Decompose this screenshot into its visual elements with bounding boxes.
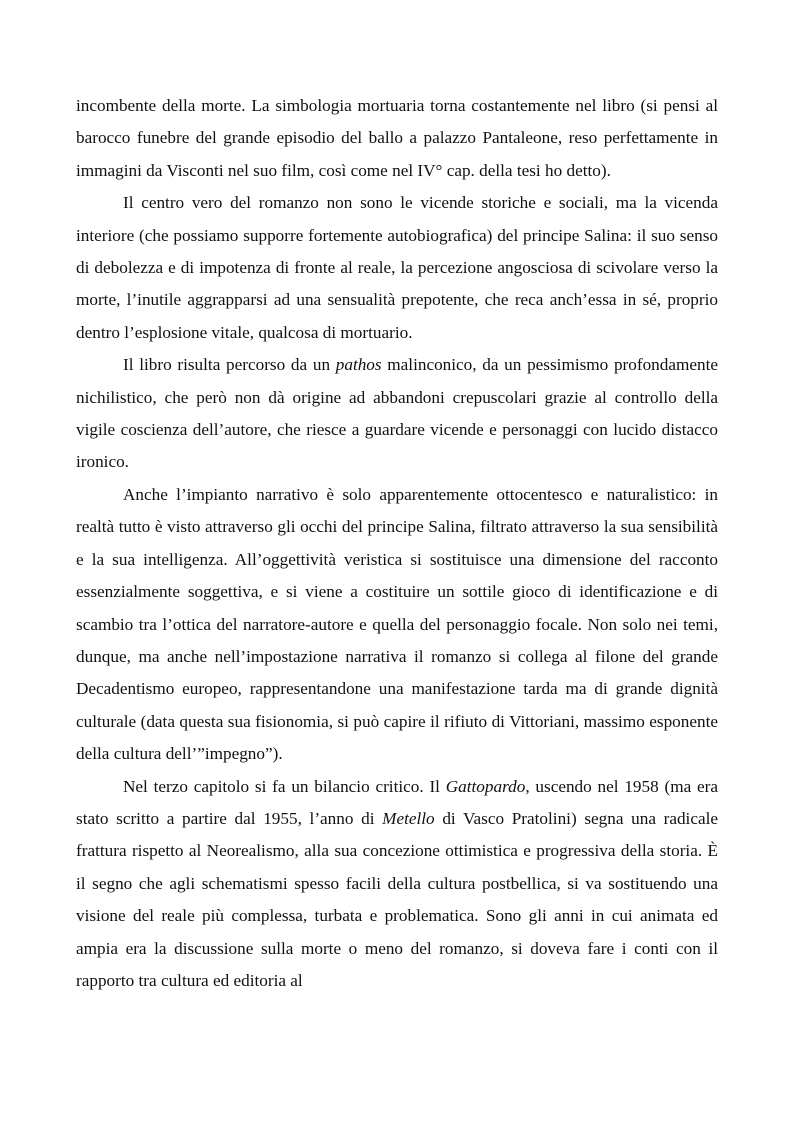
paragraph-5-text-c: di Vasco Pratolini) segna una radicale frattura rispetto al Neorealismo, alla sua concezione ottimistica e progressiva della storia. È il segno che agli schematismi spesso facili della cultura postbellica, si va sostituendo una visione del reale più complessa, turbata e problematica. Sono gli anni in cui animata ed ampia era la discussione sulla morte o meno del romanzo, si doveva fare i conti con il rapporto tra cultura ed editoria al (76, 808, 718, 990)
paragraph-5-text-a: Nel terzo capitolo si fa un bilancio critico. Il (123, 776, 446, 796)
paragraph-1-text: incombente della morte. La simbologia mortuaria torna costantemente nel libro (si pensi al barocco funebre del grande episodio del ballo a palazzo Pantaleone, reso perfettamente in immagini da Visconti nel suo film, così come nel IV° cap. della tesi ho detto). (76, 96, 718, 180)
paragraph-5 (76, 771, 718, 998)
body-text (76, 90, 718, 997)
italic-term-pathos: pathos (335, 355, 382, 375)
paragraph-2 (76, 187, 718, 349)
paragraph-1 (76, 90, 718, 187)
paragraph-5-text-b: , uscendo nel 1958 (ma era stato scritto a partire dal 1955, l’anno di (76, 776, 718, 828)
paragraph-3 (76, 349, 718, 479)
paragraph-2-text: Il centro vero del romanzo non sono le vicende storiche e sociali, ma la vicenda interiore (che possiamo supporre fortemente autobiografica) del principe Salina: il suo senso di debolezza e di impotenza di fronte al reale, la percezione angosciosa di scivolare verso la morte, l’inutile aggrapparsi ad una sensualità prepotente, che reca anch’essa in sé, proprio dentro l’esplosione vitale, qualcosa di mortuario. (76, 193, 718, 342)
paragraph-3-text-a: Il libro risulta percorso da un (123, 355, 336, 375)
italic-title-gattopardo: Gattopardo (445, 776, 526, 796)
paragraph-4-text: Anche l’impianto narrativo è solo apparentemente ottocentesco e naturalistico: in realtà tutto è visto attraverso gli occhi del principe Salina, filtrato attraverso la sua sensibilità e la sua intelligenza. All’oggettività veristica si sostituisce una dimensione del racconto essenzialmente soggettiva, e si viene a costituire un sottile gioco di identificazione e di scambio tra l’ottica del narratore-autore e quella del personaggio focale. Non solo nei temi, dunque, ma anche nell’impostazione narrativa il romanzo si collega al filone del grande Decadentismo europeo, rappresentandone una manifestazione tarda ma di grande dignità culturale (data questa sua fisionomia, si può capire il rifiuto di Vittoriani, massimo esponente della cultura dell’”impegno”). (76, 484, 718, 764)
paragraph-3-text-b: malinconico, da un pessimismo profondamente nichilistico, che però non dà origine ad abbandoni crepuscolari grazie al controllo della vigile coscienza dell’autore, che riesce a guardare vicende e personaggi con lucido distacco ironico. (76, 355, 718, 472)
paragraph-4 (76, 479, 718, 771)
italic-title-metello: Metello (382, 808, 435, 828)
